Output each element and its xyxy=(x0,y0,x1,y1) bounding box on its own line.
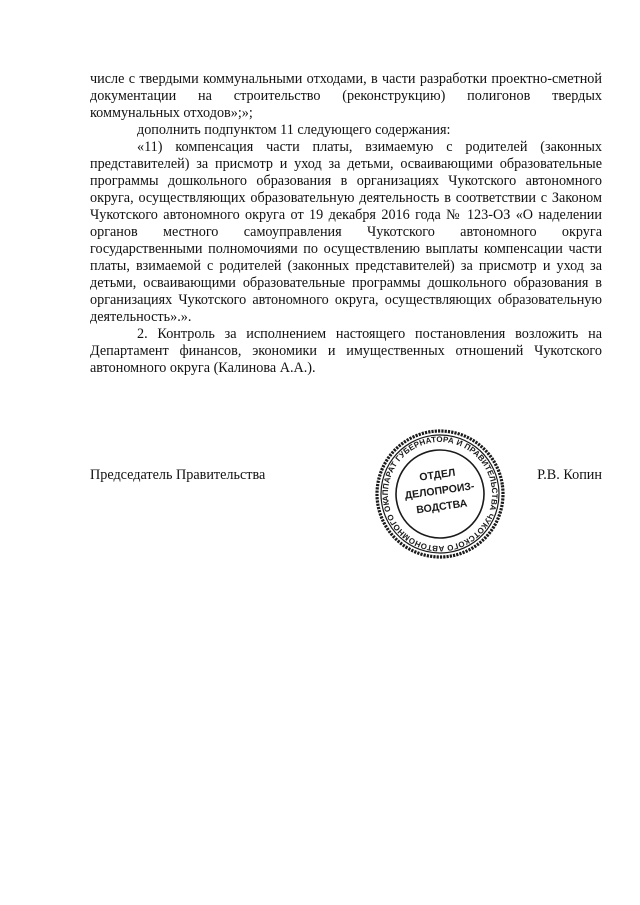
paragraph-add-subitem: дополнить подпунктом 11 следующего содержания: xyxy=(137,122,451,138)
document-body xyxy=(90,71,602,377)
paragraph-subitem-11: «11) компенсация части платы, взимаемую с родителей (законных представителей) за присмотр и уход за детьми, осваивающими образовательные программы дошкольного образования в организациях Чукотского автономного округа, осуществляющих образовательную деятельность в соответствии с Законом Чукотского автономного округа от 19 декабря 2016 года № 123-ОЗ «О наделении органов местного самоуправления Чукотского автономного округа государственными полномочиями по осуществлению выплаты компенсации части платы, взимаемой с родителей (законных представителей) за присмотр и уход за детьми, осваивающими образовательные программы дошкольного образования в организациях Чукотского автономного округа, осуществляющих образовательную деятельность».». xyxy=(90,139,602,325)
department-stamp xyxy=(374,428,506,560)
signature-block xyxy=(90,467,602,487)
paragraph-control: 2. Контроль за исполнением настоящего постановления возложить на Департамент финансов, экономики и имущественных отношений Чукотского автономного округа (Калинова А.А.). xyxy=(90,326,602,376)
stamp-line-3: ВОДСТВА xyxy=(415,497,469,517)
stamp-line-1: ОТДЕЛ xyxy=(418,466,457,484)
stamp-line-2: ДЕЛОПРОИЗ- xyxy=(403,480,476,502)
paragraph-continuation: числе с твердыми коммунальными отходами, в части разработки проектно-сметной документации на строительство (реконструкцию) полигонов твердых коммунальных отходов»;»; xyxy=(90,71,602,121)
stamp-ring-text: АППАРАТ ГУБЕРНАТОРА И ПРАВИТЕЛЬСТВА ЧУКОТСКОГО АВТОНОМНОГО ОКРУГА xyxy=(380,434,500,554)
signatory-position: Председатель Правительства xyxy=(90,467,266,483)
signatory-name: Р.В. Копин xyxy=(537,467,602,483)
